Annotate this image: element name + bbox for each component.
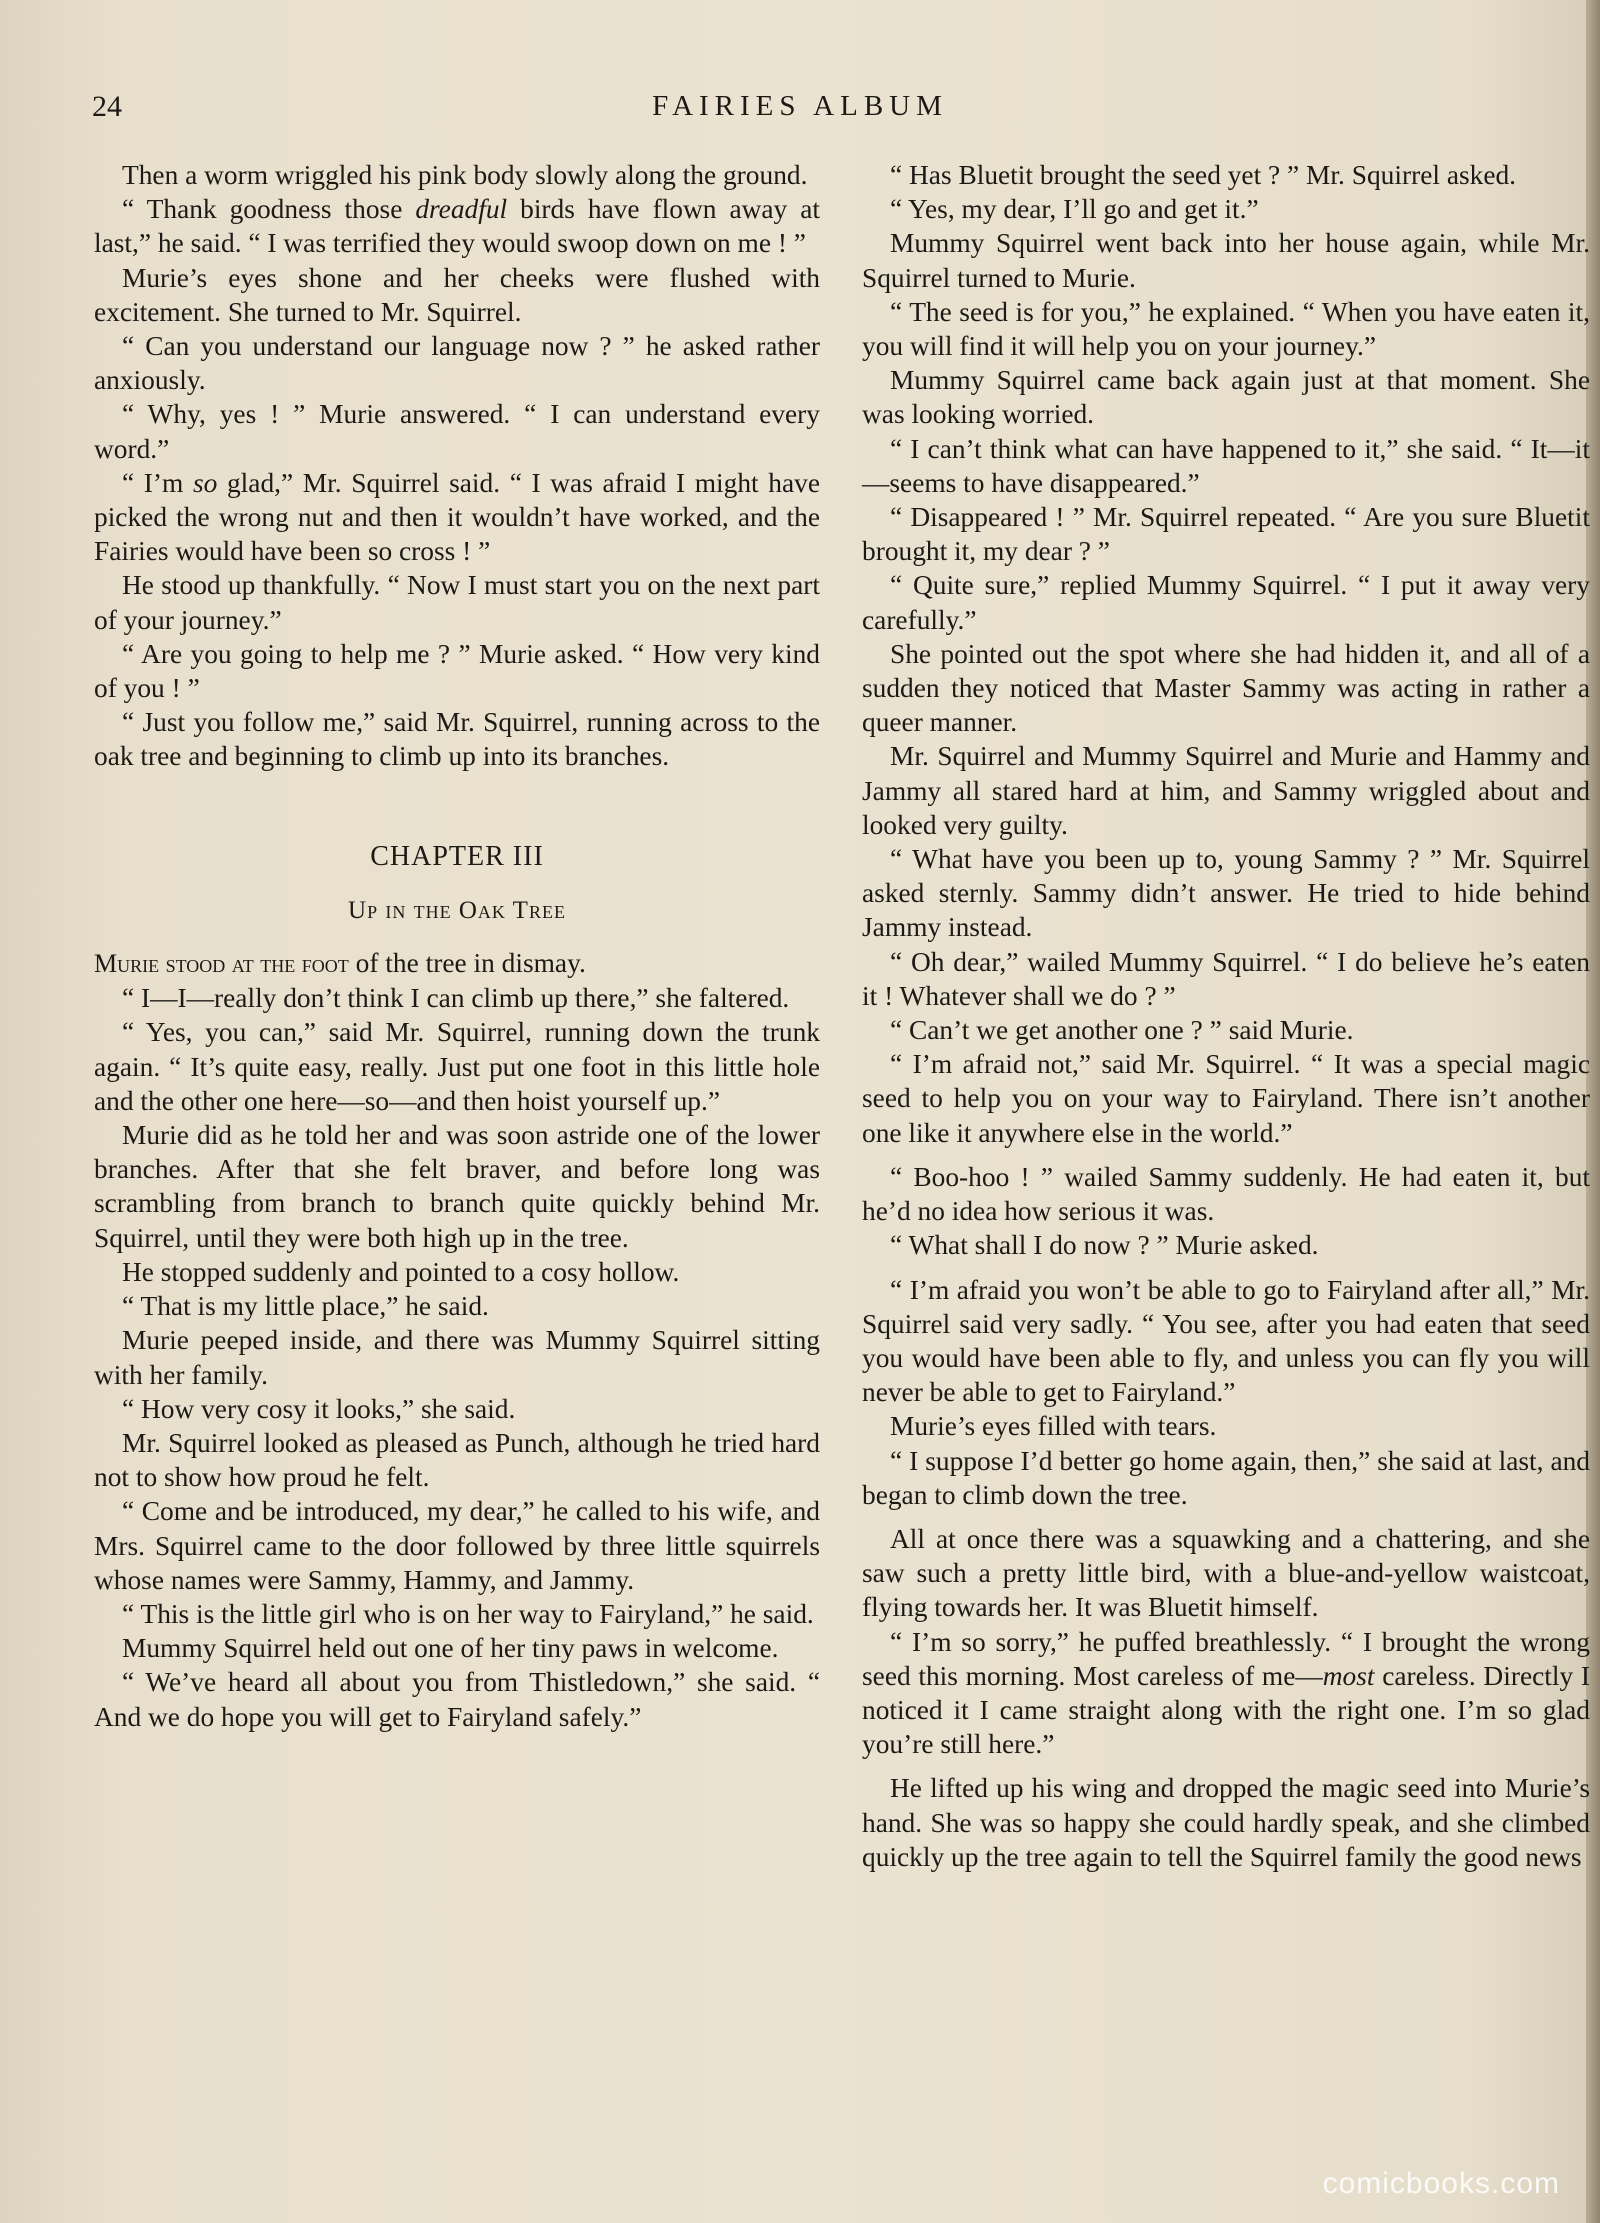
paragraph: “ Quite sure,” replied Mummy Squirrel. “ I put it away very carefully.” — [862, 570, 1590, 635]
paragraph: “ I’m so sorry,” he puffed breathlessly. “ I brought the wrong seed this morning. Most careless of me—most careless. Directly I noticed it I came straight along with the right one. I’m so glad you’re still here.” — [862, 1626, 1590, 1760]
opening-lead-in: Murie stood at the foot — [94, 949, 349, 979]
paragraph: “ Has Bluetit brought the seed yet ? ” Mr. Squirrel asked. — [890, 160, 1517, 190]
running-title: FAIRIES ALBUM — [652, 90, 948, 122]
paragraph: “ I’m afraid not,” said Mr. Squirrel. “ It was a special magic seed to help you on your way to Fairyland. There isn’t another one like it anywhere else in the world.” — [862, 1049, 1590, 1148]
left-column — [94, 158, 820, 1734]
paragraph: “ Oh dear,” wailed Mummy Squirrel. “ I do believe he’s eaten it ! Whatever shall we do ? ” — [862, 946, 1590, 1011]
paragraph: Then a worm wriggled his pink body slowly along the ground. — [122, 160, 808, 190]
left-paragraphs-before — [94, 158, 820, 774]
paragraph: Mummy Squirrel went back into her house again, while Mr. Squirrel turned to Murie. — [862, 228, 1590, 293]
paragraph: Mr. Squirrel looked as pleased as Punch, although he tried hard not to show how proud he felt. — [94, 1427, 820, 1493]
paragraph: Murie’s eyes filled with tears. — [890, 1411, 1217, 1442]
paragraph: He stood up thankfully. “ Now I must start you on the next part of your journey.” — [94, 570, 820, 635]
paragraph: “ Just you follow me,” said Mr. Squirrel, running across to the oak tree and beginning to climb up into its branches. — [94, 707, 820, 772]
paragraph: “ Are you going to help me ? ” Murie asked. “ How very kind of you ! ” — [94, 638, 820, 704]
paragraph: “ I—I—really don’t think I can climb up there,” she faltered. — [122, 983, 790, 1014]
paragraph: “ Why, yes ! ” Murie answered. “ I can understand every word.” — [94, 399, 820, 464]
paragraph: “ I’m so glad,” Mr. Squirrel said. “ I was afraid I might have picked the wrong nut and then it wouldn’t have worked, and the Fairies would have been so cross ! ” — [94, 467, 820, 567]
paragraph: “ We’ve heard all about you from Thistledown,” she said. “ And we do hope you will get to Fairyland safely.” — [94, 1667, 820, 1732]
paragraph: “ I’m afraid you won’t be able to go to Fairyland after all,” Mr. Squirrel said very sadly. “ You see, after you had eaten that seed you would have been able to fly, and unless you can fly you will never be able to get to Fairyland.” — [862, 1274, 1590, 1408]
paragraph: “ Boo-hoo ! ” wailed Sammy suddenly. He had eaten it, but he’d no idea how serious it was. — [862, 1161, 1590, 1227]
paragraph: He stopped suddenly and pointed to a cosy hollow. — [122, 1256, 680, 1287]
paragraph: “ Yes, my dear, I’ll go and get it.” — [890, 194, 1259, 225]
paragraph: “ Disappeared ! ” Mr. Squirrel repeated. “ Are you sure Bluetit brought it, my dear ? ” — [862, 502, 1590, 567]
paragraph: She pointed out the spot where she had hidden it, and all of a sudden they noticed that Master Sammy was acting in rather a queer manner. — [862, 638, 1590, 738]
paragraph: Murie’s eyes shone and her cheeks were flushed with excitement. She turned to Mr. Squirrel. — [94, 262, 820, 327]
paragraph: Murie did as he told her and was soon astride one of the lower branches. After that she felt braver, and before long was scrambling from branch to branch quite quickly behind Mr. Squirrel, until they were both high up in the tree. — [94, 1120, 820, 1253]
paragraph: “ I can’t think what can have happened to it,” she said. “ It—it—seems to have disappeared.” — [862, 433, 1590, 498]
chapter-opening-paragraph — [94, 946, 820, 981]
paragraph: Mr. Squirrel and Mummy Squirrel and Murie and Hammy and Jammy all stared hard at him, and Sammy wriggled about and looked very guilty. — [862, 741, 1590, 840]
paragraph: He lifted up his wing and dropped the magic seed into Murie’s hand. She was so happy she could hardly speak, and she climbed quickly up the tree again to tell the Squirrel family the good news — [862, 1773, 1590, 1872]
paragraph: Mummy Squirrel held out one of her tiny paws in welcome. — [122, 1633, 779, 1664]
paragraph: “ Can you understand our language now ? ” he asked rather anxiously. — [94, 331, 820, 396]
right-column — [862, 158, 1590, 1874]
paragraph: Mummy Squirrel came back again just at that moment. She was looking worried. — [862, 365, 1590, 430]
watermark: comicbooks.com — [1322, 2167, 1560, 2200]
opening-text: of the tree in dismay. — [348, 948, 586, 979]
paragraph: “ I suppose I’d better go home again, then,” she said at last, and began to climb down the tree. — [862, 1445, 1590, 1510]
paragraph: Murie peeped inside, and there was Mummy Squirrel sitting with her family. — [94, 1325, 820, 1390]
paragraph: “ How very cosy it looks,” she said. — [122, 1393, 516, 1424]
left-paragraphs-after — [94, 981, 820, 1733]
paragraph: “ Come and be introduced, my dear,” he called to his wife, and Mrs. Squirrel came to the door followed by three little squirrels whose names were Sammy, Hammy, and Jammy. — [94, 1496, 820, 1595]
paragraph: “ Thank goodness those dreadful birds have flown away at last,” he said. “ I was terrified they would swoop down on me ! ” — [94, 194, 820, 259]
paragraph: “ Can’t we get another one ? ” said Murie. — [890, 1015, 1354, 1046]
chapter-subtitle: Up in the Oak Tree — [348, 896, 566, 924]
right-paragraphs — [862, 158, 1590, 1874]
chapter-title: CHAPTER III — [370, 840, 544, 872]
paragraph: “ The seed is for you,” he explained. “ When you have eaten it, you will find it will help you on your journey.” — [862, 296, 1590, 362]
paragraph: “ That is my little place,” he said. — [122, 1291, 489, 1322]
paragraph: “ This is the little girl who is on her way to Fairyland,” he said. — [122, 1598, 814, 1629]
paragraph: “ What have you been up to, young Sammy ? ” Mr. Squirrel asked sternly. Sammy didn’t answer. He tried to hide behind Jammy instead. — [862, 844, 1590, 943]
paragraph: “ What shall I do now ? ” Murie asked. — [890, 1230, 1319, 1261]
paragraph: All at once there was a squawking and a chattering, and she saw such a pretty little bird, with a blue-and-yellow waistcoat, flying towards her. It was Bluetit himself. — [862, 1523, 1590, 1623]
page-number: 24 — [92, 90, 122, 123]
paragraph: “ Yes, you can,” said Mr. Squirrel, running down the trunk again. “ It’s quite easy, really. Just put one foot in this little hole and the other one here—so—and then hoist yourself up.” — [94, 1017, 820, 1116]
